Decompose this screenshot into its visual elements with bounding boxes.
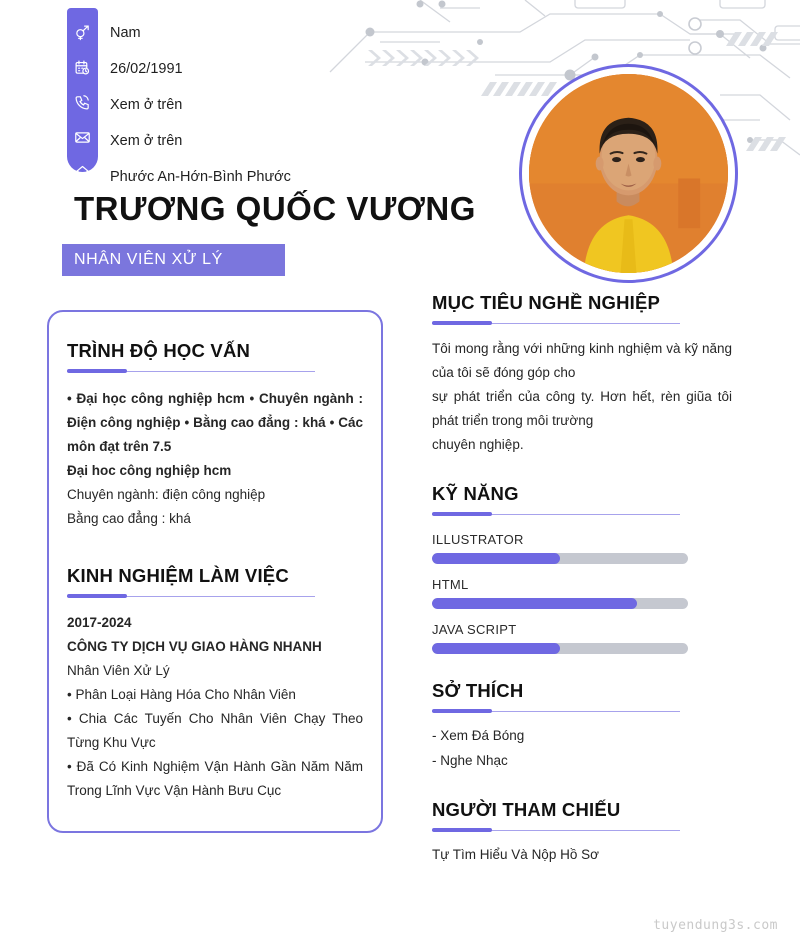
home-icon — [74, 164, 92, 181]
experience-duty: • Chia Các Tuyến Cho Nhân Viên Chạy Theo Từng Khu Vực — [67, 711, 363, 750]
skill-item — [432, 532, 732, 564]
education-title: TRÌNH ĐỘ HỌC VẤN — [67, 340, 251, 361]
site-watermark: tuyendung3s.com — [653, 918, 778, 933]
contact-icon-bar — [67, 8, 98, 172]
skill-label: HTML — [432, 577, 469, 592]
experience-duty: • Phân Loại Hàng Hóa Cho Nhân Viên — [67, 687, 296, 702]
experience-period: 2017-2024 — [67, 615, 132, 630]
experience-position: Nhân Viên Xử Lý — [67, 663, 170, 678]
objective-line: chuyên nghiệp. — [432, 437, 524, 452]
skill-item — [432, 622, 732, 654]
education-grade: Bằng cao đẳng : khá — [67, 511, 191, 526]
envelope-icon — [74, 129, 92, 146]
hobby-item: - Xem Đá Bóng — [432, 728, 525, 743]
references-title: NGƯỜI THAM CHIẾU — [432, 799, 621, 820]
contact-value-birthday: 26/02/1991 — [110, 61, 183, 77]
skill-bar-fill — [432, 598, 637, 609]
skill-bar-fill — [432, 553, 560, 564]
candidate-role-badge: NHÂN VIÊN XỬ LÝ — [62, 244, 285, 276]
contact-info-block — [67, 8, 291, 186]
experience-title: KINH NGHIỆM LÀM VIỆC — [67, 565, 289, 586]
objective-title: MỤC TIÊU NGHỀ NGHIỆP — [432, 292, 661, 313]
skill-bar-fill — [432, 643, 560, 654]
contact-value-gender: Nam — [110, 25, 141, 41]
skills-section — [432, 483, 732, 654]
skill-label: JAVA SCRIPT — [432, 622, 517, 637]
contact-value-email: Xem ở trên — [110, 133, 183, 149]
avatar — [519, 64, 738, 283]
education-major: Chuyên ngành: điện công nghiệp — [67, 487, 266, 502]
left-column-card — [47, 310, 383, 833]
experience-duty: • Đã Có Kinh Nghiệm Vận Hành Gần Năm Năm Trong Lĩnh Vực Vận Hành Bưu Cục — [67, 759, 363, 798]
experience-section — [67, 565, 363, 803]
contact-value-phone: Xem ở trên — [110, 97, 183, 113]
education-school: Đại hoc công nghiệp hcm — [67, 463, 232, 478]
references-section — [432, 799, 732, 867]
skill-label: ILLUSTRATOR — [432, 532, 524, 547]
skills-title-rule — [432, 512, 732, 518]
calendar-icon — [74, 59, 92, 76]
objective-section — [432, 292, 732, 457]
hobbies-section — [432, 680, 732, 773]
contact-values-list — [110, 8, 291, 186]
objective-title-rule — [432, 321, 732, 327]
cv-header — [0, 0, 800, 292]
candidate-name: TRƯƠNG QUỐC VƯƠNG — [74, 190, 476, 227]
skills-title: KỸ NĂNG — [432, 483, 519, 504]
skill-item — [432, 577, 732, 609]
objective-line: Tôi mong rằng với những kinh nghiệm và kỹ năng của tôi sẽ đóng góp cho — [432, 341, 732, 380]
references-title-rule — [432, 828, 732, 834]
avatar-photo — [529, 74, 728, 273]
reference-item: Tự Tìm Hiểu Và Nộp Hồ Sơ — [432, 847, 599, 862]
skill-bar-track — [432, 598, 688, 609]
experience-company: CÔNG TY DỊCH VỤ GIAO HÀNG NHANH — [67, 639, 322, 654]
education-summary: • Đại học công nghiệp hcm • Chuyên ngành : Điện công nghiệp • Bằng cao đẳng : khá • Các môn đạt trên 7.5 — [67, 391, 363, 454]
skill-bar-track — [432, 643, 688, 654]
phone-icon — [74, 94, 92, 111]
education-section — [67, 340, 363, 531]
experience-title-rule — [67, 594, 363, 600]
hobby-item: - Nghe Nhạc — [432, 753, 508, 768]
education-title-rule — [67, 369, 363, 375]
right-column — [432, 292, 732, 867]
objective-line: sự phát triển của công ty. Hơn hết, rèn giũa tôi phát triển trong môi trường — [432, 389, 732, 428]
gender-icon — [74, 24, 92, 41]
contact-value-address: Phước An-Hớn-Bình Phước — [110, 169, 291, 185]
hobbies-title: SỞ THÍCH — [432, 680, 524, 701]
skill-bar-track — [432, 553, 688, 564]
hobbies-title-rule — [432, 709, 732, 715]
